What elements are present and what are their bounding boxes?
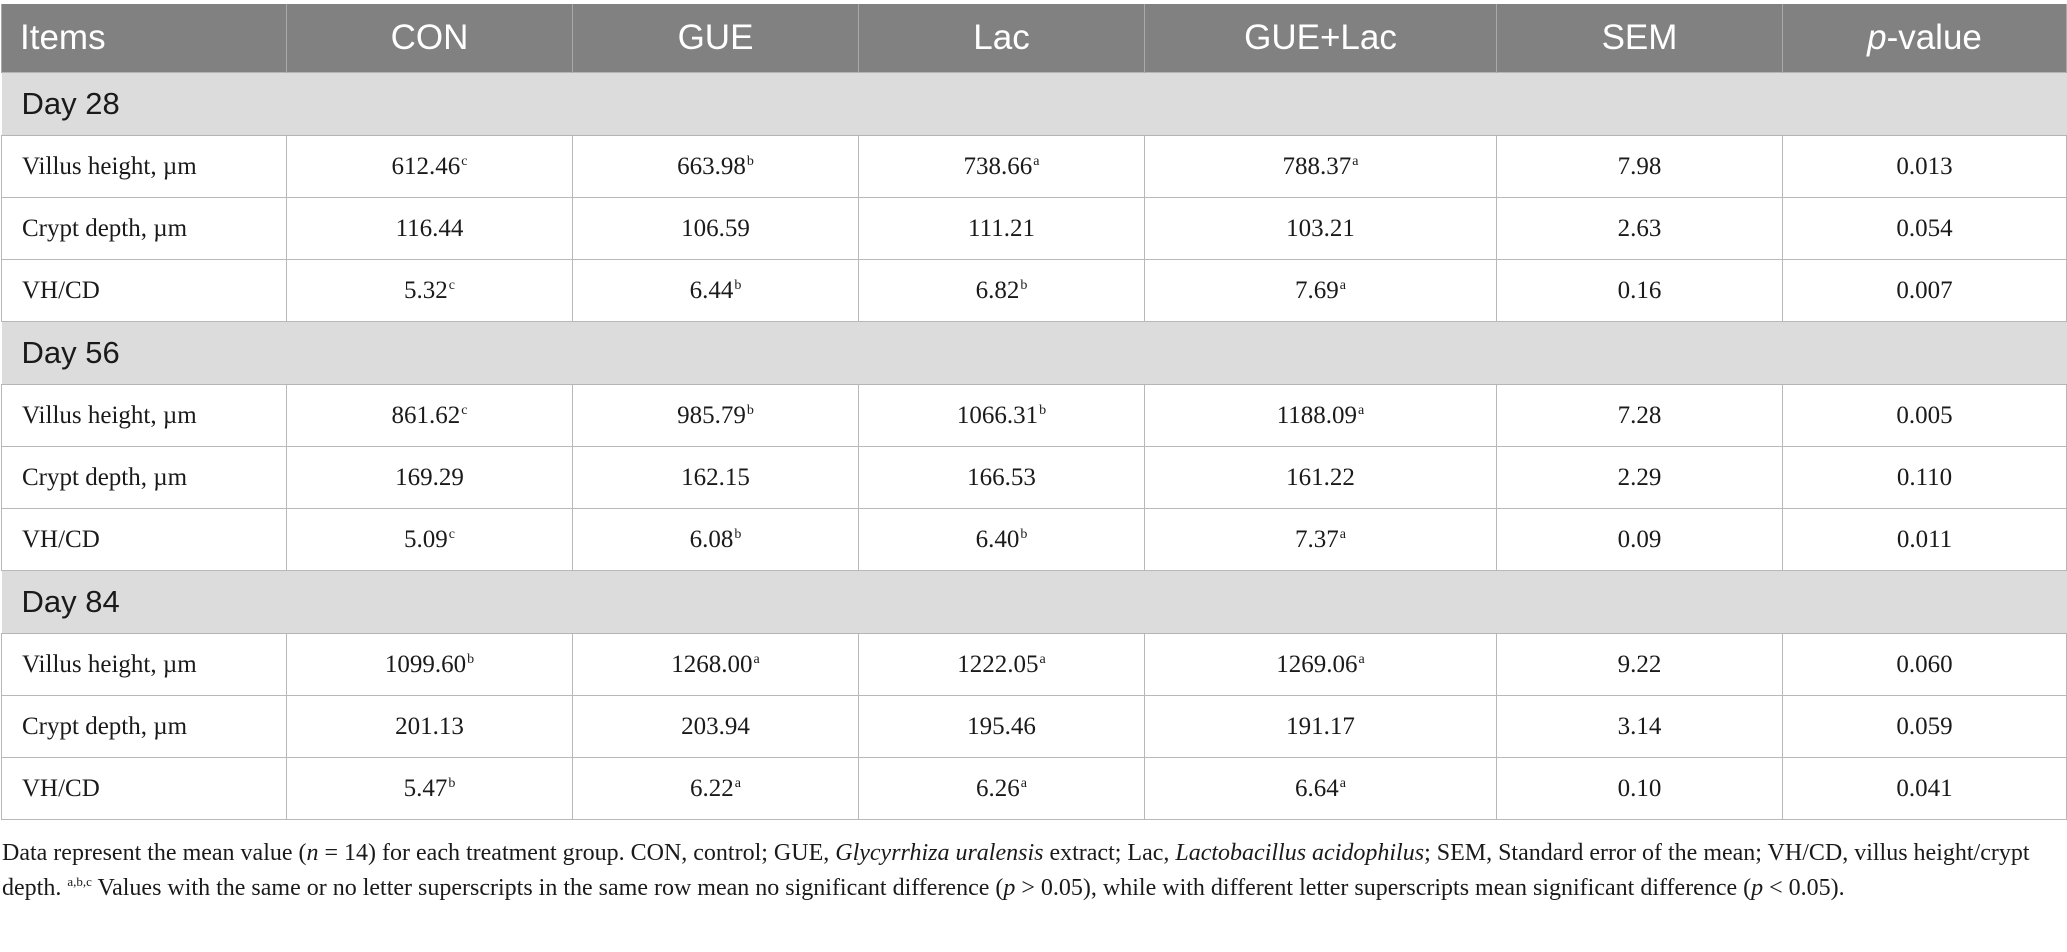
row-label: Villus height, µm (2, 634, 287, 696)
significance-letter: a (753, 651, 760, 667)
cell-value: 106.59 (681, 214, 750, 242)
cell-value: 612.46 (391, 152, 461, 180)
cell-sem (1497, 447, 1783, 509)
cell-gue (573, 758, 859, 820)
cell-con (287, 696, 573, 758)
table-row (2, 696, 2067, 758)
row-label: Villus height, µm (2, 136, 287, 198)
cell-value: 0.060 (1896, 650, 1953, 678)
cell-value: 0.054 (1896, 214, 1953, 242)
cell-value: 0.059 (1896, 712, 1953, 740)
significance-letter: b (448, 775, 456, 791)
cell-p-value (1783, 136, 2067, 198)
cell-p-value (1783, 509, 2067, 571)
cell-value: 166.53 (967, 463, 1036, 491)
table-row (2, 385, 2067, 447)
footnote-lac-name: Lactobacillus acidophilus (1175, 840, 1425, 866)
cell-gue (573, 447, 859, 509)
cell-con (287, 136, 573, 198)
cell-value: 1188.09 (1276, 401, 1358, 429)
significance-letter: a (1358, 651, 1365, 667)
row-label: VH/CD (2, 758, 287, 820)
cell-value: 1269.06 (1276, 650, 1358, 678)
cell-value: 116.44 (395, 214, 464, 242)
cell-value: 861.62 (391, 401, 461, 429)
significance-letter: c (448, 526, 455, 542)
cell-gue-lac (1145, 509, 1497, 571)
significance-letter: a (1352, 153, 1359, 169)
cell-p-value (1783, 198, 2067, 260)
cell-value: 0.011 (1896, 525, 1953, 553)
footnote-text: Values with the same or no letter superscripts in the same row mean no significant difference ( (91, 875, 1004, 901)
cell-value: 9.22 (1617, 650, 1662, 678)
footnote-text: = 14) for each treatment group. CON, control; GUE, (318, 840, 836, 866)
section-title: Day 84 (2, 571, 2067, 634)
footnote-p-variable: p (1003, 875, 1016, 901)
cell-gue (573, 198, 859, 260)
row-label: Villus height, µm (2, 385, 287, 447)
cell-value: 203.94 (681, 712, 750, 740)
cell-gue (573, 136, 859, 198)
cell-con (287, 634, 573, 696)
footnote-n-variable: n (306, 840, 319, 866)
cell-gue (573, 509, 859, 571)
cell-value: 7.28 (1617, 401, 1662, 429)
cell-lac (859, 198, 1145, 260)
significance-letter: a (1358, 402, 1365, 418)
cell-value: 0.041 (1896, 774, 1953, 802)
cell-value: 0.007 (1896, 276, 1953, 304)
significance-letter: b (1020, 277, 1028, 293)
cell-gue (573, 385, 859, 447)
cell-value: 201.13 (395, 712, 464, 740)
cell-value: 7.69 (1295, 276, 1339, 304)
header-row (2, 4, 2067, 73)
row-label: VH/CD (2, 260, 287, 322)
cell-value: 6.26 (976, 774, 1020, 802)
cell-value: 3.14 (1617, 712, 1662, 740)
cell-gue (573, 634, 859, 696)
cell-value: 6.40 (975, 525, 1020, 553)
cell-value: 0.110 (1896, 463, 1953, 491)
cell-value: 6.82 (975, 276, 1020, 304)
section-row-day-56 (2, 322, 2067, 385)
significance-letter: a (1339, 277, 1346, 293)
row-label: VH/CD (2, 509, 287, 571)
cell-lac (859, 696, 1145, 758)
cell-gue-lac (1145, 198, 1497, 260)
cell-value: 1066.31 (956, 401, 1039, 429)
significance-letter: a (1020, 775, 1027, 791)
cell-lac (859, 509, 1145, 571)
cell-p-value (1783, 696, 2067, 758)
cell-value: 6.22 (690, 774, 734, 802)
cell-value: 1268.00 (671, 650, 753, 678)
footnote-superscript: a,b,c (67, 874, 92, 889)
table-body (2, 73, 2067, 820)
cell-value: 0.10 (1617, 774, 1662, 802)
significance-letter: c (461, 153, 468, 169)
cell-con (287, 385, 573, 447)
row-label: Crypt depth, µm (2, 696, 287, 758)
cell-value: 6.08 (689, 525, 734, 553)
cell-value: 788.37 (1282, 152, 1352, 180)
cell-value: 195.46 (967, 712, 1036, 740)
cell-p-value (1783, 758, 2067, 820)
cell-lac (859, 136, 1145, 198)
cell-gue-lac (1145, 634, 1497, 696)
significance-letter: b (1039, 402, 1047, 418)
table-row (2, 198, 2067, 260)
significance-letter: c (461, 402, 468, 418)
cell-value: 5.32 (404, 276, 448, 304)
table-footnote (2, 836, 2052, 906)
cell-sem (1497, 136, 1783, 198)
section-row-day-84 (2, 571, 2067, 634)
cell-value: 111.21 (968, 214, 1035, 242)
cell-sem (1497, 696, 1783, 758)
section-row-day-28 (2, 73, 2067, 136)
significance-letter: a (1039, 651, 1046, 667)
cell-sem (1497, 634, 1783, 696)
header-p-value (1783, 4, 2067, 73)
cell-value: 161.22 (1286, 463, 1355, 491)
cell-lac (859, 447, 1145, 509)
significance-letter: a (1339, 526, 1346, 542)
header-gue-lac: GUE+Lac (1145, 4, 1497, 73)
cell-sem (1497, 260, 1783, 322)
table-header (2, 4, 2067, 73)
header-gue: GUE (573, 4, 859, 73)
footnote-p-variable: p (1751, 875, 1764, 901)
cell-value: 103.21 (1286, 214, 1355, 242)
footnote-text: ; SEM, Standard error of the mean; VH/CD, villus height/crypt depth. (2, 840, 2030, 901)
section-title: Day 28 (2, 73, 2067, 136)
significance-letter: a (734, 775, 741, 791)
cell-value: 6.44 (689, 276, 734, 304)
cell-con (287, 198, 573, 260)
significance-letter: b (467, 651, 475, 667)
cell-p-value (1783, 634, 2067, 696)
table-row (2, 634, 2067, 696)
cell-gue (573, 260, 859, 322)
section-title: Day 56 (2, 322, 2067, 385)
significance-letter: b (734, 526, 742, 542)
cell-gue-lac (1145, 447, 1497, 509)
footnote-text: extract; Lac, (1043, 840, 1176, 866)
significance-letter: b (734, 277, 742, 293)
cell-gue-lac (1145, 758, 1497, 820)
cell-value: 162.15 (681, 463, 750, 491)
cell-con (287, 260, 573, 322)
cell-value: 985.79 (677, 401, 746, 429)
cell-gue-lac (1145, 696, 1497, 758)
significance-letter: b (1020, 526, 1028, 542)
footnote-gue-name: Glycyrrhiza uralensis (835, 840, 1044, 866)
cell-lac (859, 385, 1145, 447)
cell-con (287, 447, 573, 509)
significance-letter: a (1339, 775, 1346, 791)
cell-p-value (1783, 385, 2067, 447)
cell-value: 2.63 (1617, 214, 1662, 242)
cell-value: 6.64 (1295, 774, 1339, 802)
cell-sem (1497, 385, 1783, 447)
cell-value: 0.013 (1896, 152, 1953, 180)
cell-value: 1222.05 (957, 650, 1039, 678)
table-row (2, 136, 2067, 198)
cell-value: 5.47 (403, 774, 448, 802)
cell-value: 0.09 (1617, 525, 1662, 553)
cell-con (287, 509, 573, 571)
cell-value: 738.66 (963, 152, 1033, 180)
row-label: Crypt depth, µm (2, 198, 287, 260)
cell-gue-lac (1145, 260, 1497, 322)
cell-lac (859, 634, 1145, 696)
table-row (2, 447, 2067, 509)
table-row (2, 758, 2067, 820)
cell-sem (1497, 509, 1783, 571)
cell-gue-lac (1145, 385, 1497, 447)
footnote-text: Data represent the mean value ( (2, 840, 307, 866)
cell-value: 2.29 (1617, 463, 1662, 491)
table-row (2, 260, 2067, 322)
footnote-text: < 0.05). (1763, 875, 1845, 901)
cell-con (287, 758, 573, 820)
cell-lac (859, 260, 1145, 322)
cell-value: 1099.60 (384, 650, 467, 678)
significance-letter: b (746, 402, 754, 418)
header-p-letter: p (1867, 18, 1887, 57)
header-lac: Lac (859, 4, 1145, 73)
cell-value: 663.98 (677, 152, 746, 180)
cell-value: 0.16 (1617, 276, 1662, 304)
cell-value: 191.17 (1286, 712, 1355, 740)
significance-letter: c (448, 277, 455, 293)
header-sem: SEM (1497, 4, 1783, 73)
significance-letter: b (746, 153, 754, 169)
cell-value: 5.09 (404, 525, 448, 553)
table-row (2, 509, 2067, 571)
cell-p-value (1783, 260, 2067, 322)
results-table (1, 4, 2067, 820)
cell-lac (859, 758, 1145, 820)
significance-letter: a (1033, 153, 1040, 169)
cell-p-value (1783, 447, 2067, 509)
header-items: Items (2, 4, 287, 73)
cell-sem (1497, 758, 1783, 820)
header-p-suffix: -value (1886, 18, 1982, 57)
row-label: Crypt depth, µm (2, 447, 287, 509)
cell-value: 7.37 (1295, 525, 1339, 553)
cell-gue-lac (1145, 136, 1497, 198)
footnote-text: > 0.05), while with different letter superscripts mean significant difference ( (1015, 875, 1752, 901)
header-con: CON (287, 4, 573, 73)
cell-value: 7.98 (1617, 152, 1662, 180)
cell-gue (573, 696, 859, 758)
cell-value: 0.005 (1896, 401, 1953, 429)
cell-value: 169.29 (395, 463, 464, 491)
cell-sem (1497, 198, 1783, 260)
